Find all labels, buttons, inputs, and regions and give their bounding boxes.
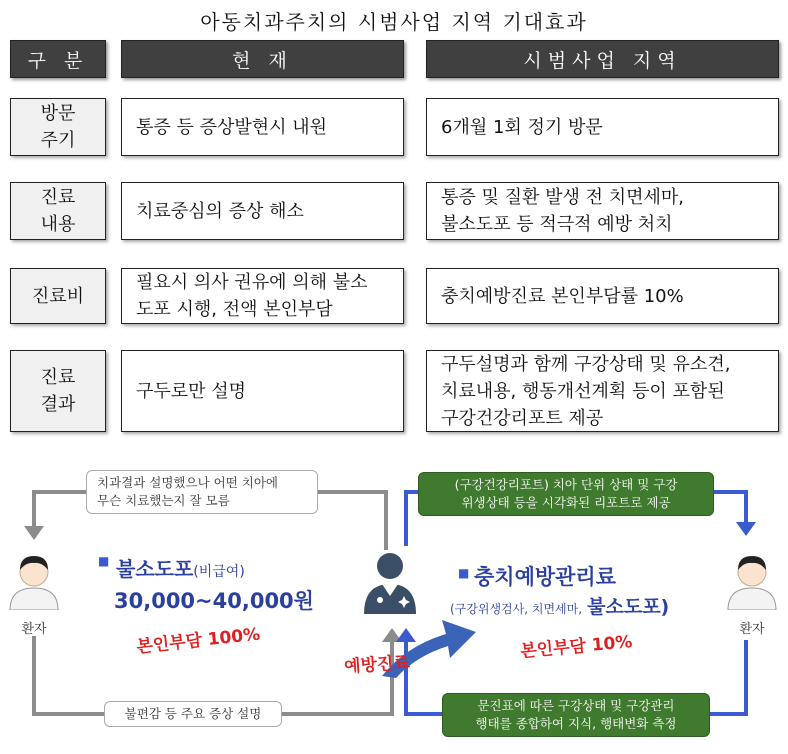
left-top-flow-drop [32,490,36,530]
patient-label: 환자 [21,622,47,637]
arrow-down-icon [736,522,756,536]
row-current-cost: 필요시 의사 권유에 의해 불소 도포 시행, 전액 본인부담 [121,268,404,324]
right-bottom-note: 문진표에 따른 구강상태 및 구강관리 행태를 종합하여 지식, 행태변화 측정 [442,693,710,737]
right-copay: 본인부담 10% [519,632,634,662]
header-category: 구 분 [10,40,106,78]
patient-icon [8,550,60,610]
row-label-result: 진료 결과 [10,350,106,432]
row-current-visit: 통증 등 증상발현시 내원 [121,98,404,156]
left-bottom-flow-rise [32,636,36,716]
arrow-down-icon [24,526,44,540]
patient-label: 환자 [739,622,765,637]
row-current-content: 치료중심의 증상 해소 [121,182,404,240]
row-current-result: 구두로만 설명 [121,350,404,432]
left-copay: 본인부담 100% [135,624,262,658]
right-service-sub: (구강위생검사, 치면세마, 불소도포) [450,596,670,618]
bullet-icon: ■ [458,566,470,580]
left-bottom-note: 불편감 등 주요 증상 설명 [104,701,282,727]
left-top-flow-rise [384,490,388,550]
row-label-content: 진료 내용 [10,182,106,240]
row-label-cost: 진료비 [10,268,106,324]
left-service: 불소도포(비급여) [116,557,245,581]
bullet-icon: ■ [98,554,110,568]
right-top-flow-start [404,490,408,546]
row-label-visit: 방문 주기 [10,98,106,156]
doctor-icon [360,550,420,614]
header-current: 현 재 [121,40,404,78]
left-top-note: 치과결과 설명했으나 어떤 치아에 무슨 치료했는지 잘 모름 [86,470,318,514]
right-top-note: (구강건강리포트) 치아 단위 상태 및 구강 위생상태 등을 시각화된 리포트로 제공 [418,472,714,516]
row-pilot-content: 통증 및 질환 발생 전 치면세마, 불소도포 등 적극적 예방 처치 [426,182,779,240]
prevention-label: 예방진료 [343,652,411,678]
row-pilot-cost: 충치예방진료 본인부담률 10% [426,268,779,324]
patient-icon [726,550,778,610]
right-service: 충치예방관리료 [474,565,617,589]
row-pilot-result: 구두설명과 함께 구강상태 및 유소견, 치료내용, 행동개선계획 등이 포함된 구강건강리포트 제공 [426,350,779,432]
right-bottom-flow-rise [744,640,748,716]
page-title: 아동치과주치의 시범사업 지역 기대효과 [200,10,588,34]
right-top-flow-drop [744,490,748,526]
header-pilot: 시범사업 지역 [426,40,779,78]
row-pilot-visit: 6개월 1회 정기 방문 [426,98,779,156]
left-price: 30,000~40,000원 [114,589,314,613]
